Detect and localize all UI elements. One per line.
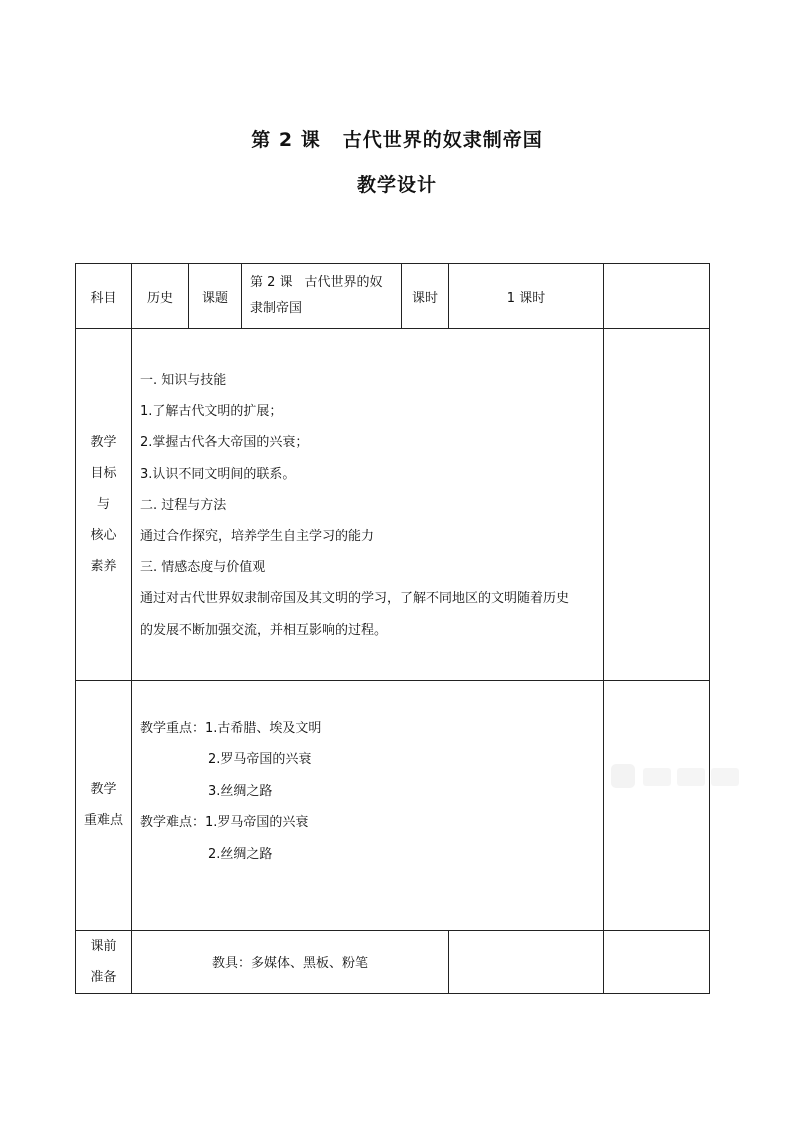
key-points-content (132, 680, 604, 930)
objectives-label-line: 目标 (90, 465, 117, 481)
topic-value (242, 264, 402, 329)
objectives-line: 的发展不断加强交流，并相互影响的过程。 (140, 622, 388, 638)
objectives-line: 3.认识不同文明间的联系。 (140, 466, 296, 482)
objectives-line: 2.掌握古代各大帝国的兴衰； (140, 435, 309, 451)
key-point-item: 3.丝绸之路 (208, 783, 273, 799)
objectives-line: 1.了解古代文明的扩展； (140, 404, 283, 420)
key-points-label-line: 教学 (90, 782, 117, 798)
objectives-label-line: 核心 (90, 527, 117, 543)
hours-value: 1 课时 (449, 264, 604, 329)
topic-lesson-name: 古代世界的奴隶制帝国 (250, 275, 383, 316)
objectives-line: 通过合作探究，培养学生自主学习的能力 (140, 529, 375, 545)
empty-cell (604, 930, 710, 993)
lesson-plan-table (75, 263, 710, 994)
key-point-item: 2.罗马帝国的兴衰 (208, 752, 312, 768)
difficult-point-line (140, 807, 595, 839)
table-row (76, 930, 710, 993)
objectives-label-line: 教学 (90, 434, 117, 450)
objectives-heading: 三. 情感态度与价值观 (140, 560, 266, 576)
table-row (76, 680, 710, 930)
empty-cell (449, 930, 604, 993)
subject-value: 历史 (132, 264, 189, 329)
title-lesson-number: 第 2 课 (251, 129, 321, 151)
key-points-label (76, 680, 132, 930)
title-lesson-name: 古代世界的奴隶制帝国 (342, 129, 543, 151)
key-point-item: 1.古希腊、埃及文明 (205, 720, 322, 736)
difficult-points-prefix: 教学难点： (140, 815, 206, 831)
preparation-value: 教具：多媒体、黑板、粉笔 (132, 930, 449, 993)
objectives-line: 通过对古代世界奴隶制帝国及其文明的学习，了解不同地区的文明随着历史 (140, 591, 570, 607)
difficult-point-item: 1.罗马帝国的兴衰 (205, 815, 309, 831)
hours-label: 课时 (402, 264, 449, 329)
watermark-logo (607, 758, 757, 800)
difficult-point-item: 2.丝绸之路 (208, 846, 273, 862)
objectives-heading: 一. 知识与技能 (140, 373, 227, 388)
preparation-label-line: 课前 (90, 938, 117, 954)
objectives-content (132, 329, 604, 681)
empty-cell (604, 329, 710, 681)
topic-label: 课题 (189, 264, 242, 329)
preparation-label (76, 930, 132, 993)
objectives-heading: 二. 过程与方法 (140, 497, 227, 513)
objectives-label (76, 329, 132, 681)
document-title (0, 125, 794, 152)
objectives-label-line: 与 (96, 496, 110, 512)
empty-cell (604, 264, 710, 329)
objectives-label-line: 素养 (90, 558, 117, 574)
topic-lesson-number: 第 2 课 (250, 275, 293, 290)
watermark-graphic (607, 758, 757, 794)
empty-cell (604, 680, 710, 930)
subject-label: 科目 (76, 264, 132, 329)
key-points-prefix: 教学重点： (140, 720, 206, 736)
key-points-label-line: 重难点 (83, 813, 123, 829)
key-point-line (140, 713, 595, 745)
table-row (76, 264, 710, 329)
document-subtitle: 教学设计 (356, 174, 437, 196)
preparation-label-line: 准备 (90, 969, 117, 985)
table-row (76, 329, 710, 681)
